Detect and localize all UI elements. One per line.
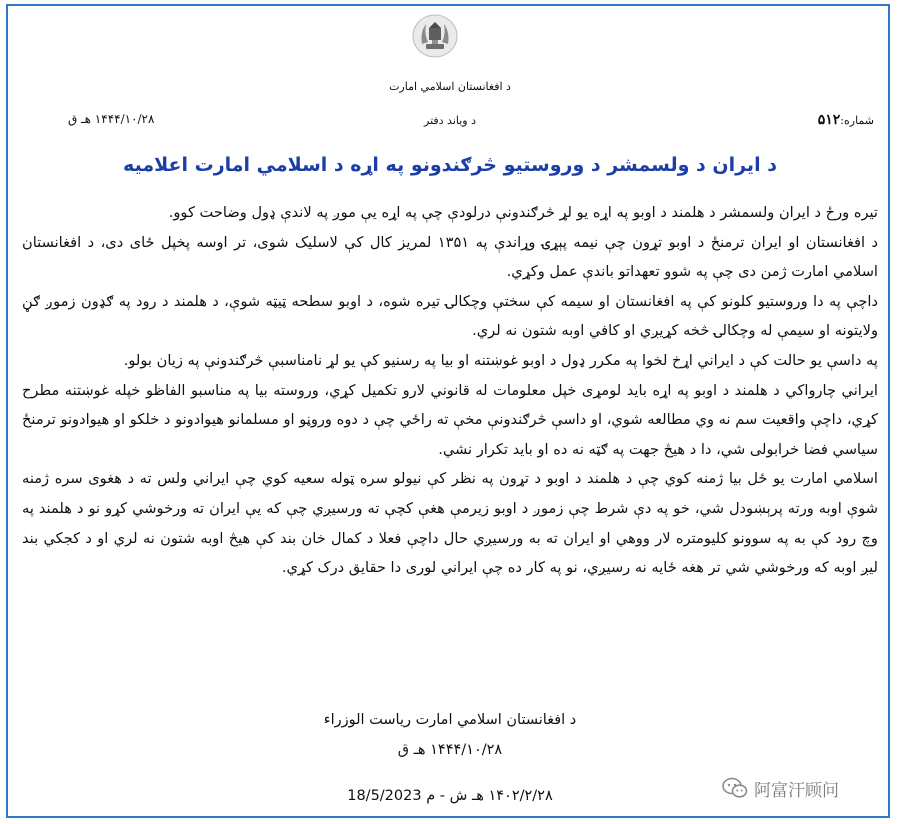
page-title: د ایران د ولسمشر د وروستیو څرګندونو په اړه د اسلامي امارت اعلامیه <box>123 154 777 176</box>
paragraph-6: اسلامي امارت یو ځل بیا ژمنه کوي چې د هلمند د اوبو د تړون په نظر کې نیولو سره ټوله سعیه کوي چې ایراني ولس ته د هغوی سره ژمنه شوې اوبه ورته پرېښودل شي، خو په دې شرط چې زموږ د اوبو زیرمې هغې کچې ته ورسیږي چې که یې ایران ته ورخوشي کړو نو د هلمند په وچ رود کې به په سوونو کلیومتره لار ووهي او ایران ته به ورسیږي حال داچې فعلا د کمال خان بند کې هیڅ اوبه شتون نه لري او د کجکي بند لیږ اوبه که ورخوشي شي تر هغه ځایه نه رسیږي، نو په کار ده چې ایراني لوری دا حقایق درک کړي. <box>22 470 878 577</box>
office-name: د ویاند دفتر <box>424 114 476 127</box>
watermark-text: 阿富汗顾问 <box>754 780 839 801</box>
document-number <box>818 112 874 128</box>
header-date: ۱۴۴۴/۱۰/۲۸ هـ ق <box>68 112 155 126</box>
watermark <box>722 774 884 802</box>
paragraph-2: د افغانستان او ایران ترمنځ د اوبو تړون چې نیمه پېړۍ وړاندې په ۱۳۵۱ لمریز کال کې لاسلیک شوی، تر اوسه پخپل ځای دی، د افغانستان اسلامي امارت ژمن دی چې په شوو تعهداتو باندې عمل وکړي. <box>22 233 878 281</box>
signature-shamsi-date: ۱۴۰۲/۲/۲۸ هـ ش <box>449 788 553 804</box>
paragraph-1: تیره ورځ د ایران ولسمشر د هلمند د اوبو په اړه یو لړ څرګندونې درلودې چې په اړه یې موږ په لاندې ډول وضاحت کوو. <box>168 204 878 221</box>
signature-gregorian-date: 18/5/2023 م <box>347 788 436 804</box>
number-value: ۵۱۲ <box>817 112 841 128</box>
statement-body <box>22 198 878 583</box>
signature-name: د افغانستان اسلامي امارت ریاست الوزراء <box>323 712 577 728</box>
paragraph-3: داچې په دا وروستیو کلونو کې په افغانستان او سیمه کې سختې وچکالۍ تیره شوه، د اوبو سطحه ټیټه شوې، د هلمند د رود په ګډون زموږ ګڼ ولایتونه او سیمې له وچکالۍ څخه کړیږي او کافي اوبه شتون نه لري. <box>22 292 878 340</box>
paragraph-4: په داسې یو حالت کې د ایراني اړخ لخوا په مکرر ډول د اوبو غوښتنه او بیا په رسنیو کې یو لړ نامناسبې څرګندونې په زیان بولو. <box>123 351 878 369</box>
wechat-icon <box>722 777 748 799</box>
document-frame <box>6 4 890 818</box>
date-separator: - <box>439 788 446 804</box>
signature-hijri-date: ۱۴۴۴/۱۰/۲۸ هـ ق <box>397 742 503 758</box>
emirate-name: د افغانستان اسلامي امارت <box>389 80 511 93</box>
emblem-icon <box>412 14 458 58</box>
paragraph-5: ایراني چارواکي د هلمند د اوبو په اړه باید لومړی خپل معلومات له قانوني لارو تکمیل کړي، وروسته بیا په مناسبو الفاظو خپله غوښتنه مطرح کړي، داچې واقعیت سم نه وي مطالعه شوي، او داسې څرګندونې مخې ته راځي چې د دوه وروڼو او مسلمانو هیوادونو د خلکو او هیوادونو ترمنځ سیاسي فضا خرابولی شي، دا د هیڅ جهت په ګټه نه ده او باید تکرار نشي. <box>22 381 878 458</box>
number-label: شماره: <box>840 114 874 127</box>
